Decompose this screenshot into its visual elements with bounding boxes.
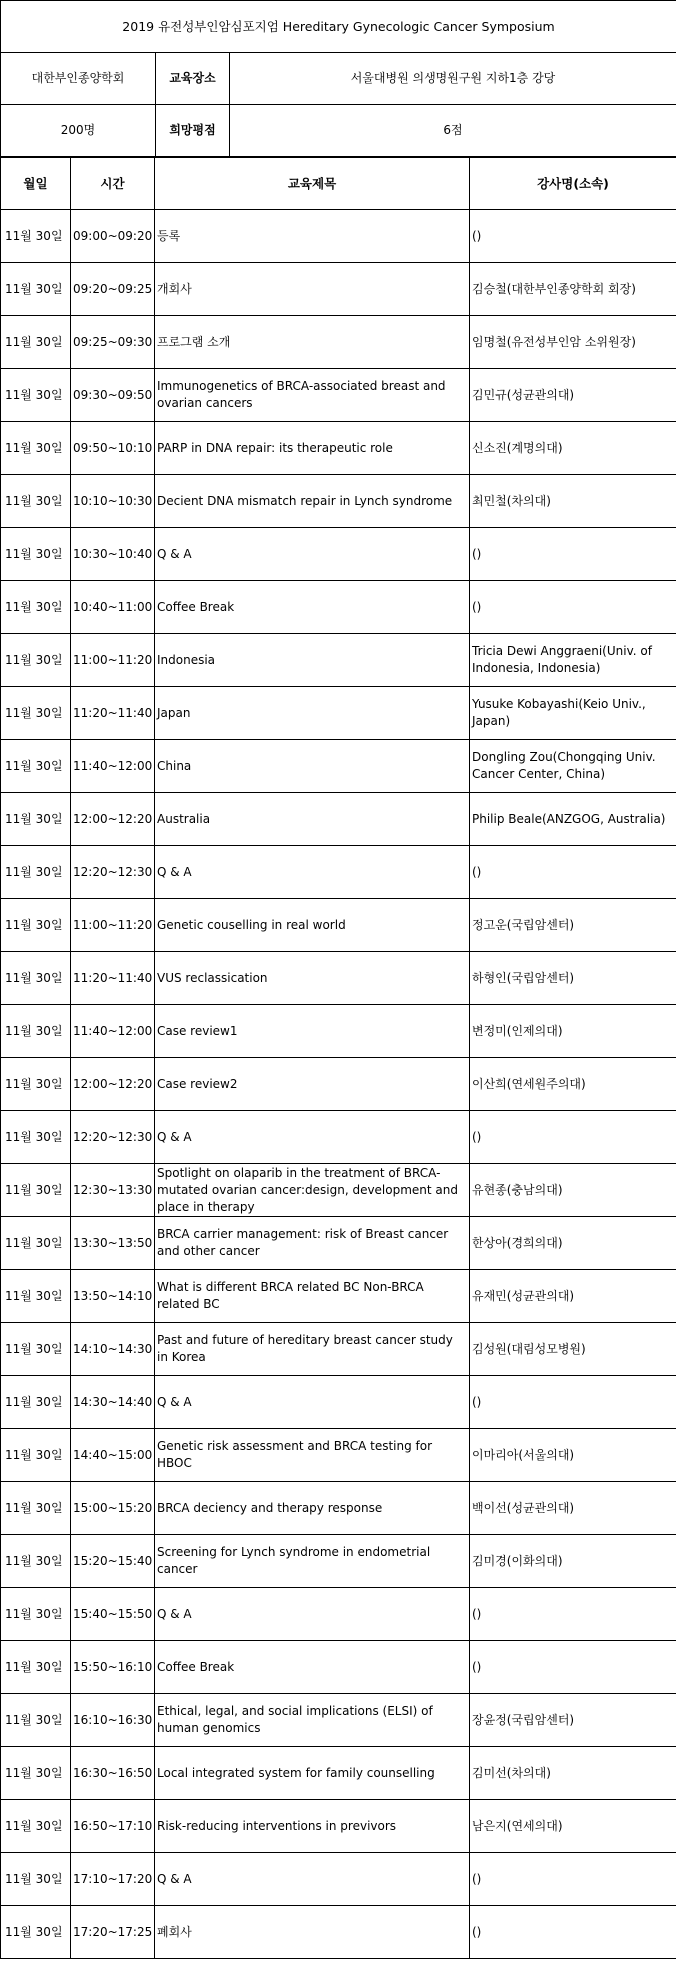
header-date: 월일 (1, 158, 71, 210)
session-subject: China (155, 740, 470, 793)
session-speaker: 하형인(국립암센터) (470, 952, 676, 1005)
organizer: 대한부인종양학회 (1, 53, 156, 105)
session-time: 09:50~10:10 (71, 422, 155, 475)
session-speaker: 이산희(연세원주의대) (470, 1058, 676, 1111)
session-time: 15:20~15:40 (71, 1535, 155, 1588)
session-speaker: () (470, 528, 676, 581)
session-subject: Q & A (155, 1853, 470, 1906)
session-time: 17:10~17:20 (71, 1853, 155, 1906)
table-row (1, 793, 676, 846)
session-date: 11월 30일 (1, 793, 71, 846)
session-speaker: 남은지(연세의대) (470, 1800, 676, 1853)
session-date: 11월 30일 (1, 1164, 71, 1217)
session-speaker: 김미경(이화의대) (470, 1535, 676, 1588)
session-subject: Q & A (155, 846, 470, 899)
session-subject: PARP in DNA repair: its therapeutic role (155, 422, 470, 475)
session-speaker: 유재민(성균관의대) (470, 1270, 676, 1323)
table-row (1, 1694, 676, 1747)
table-row (1, 1005, 676, 1058)
header-speaker: 강사명(소속) (470, 158, 676, 210)
table-row (1, 581, 676, 634)
session-subject: Q & A (155, 1111, 470, 1164)
session-speaker: 한상아(경희의대) (470, 1217, 676, 1270)
venue-label: 교육장소 (156, 53, 230, 105)
session-date: 11월 30일 (1, 263, 71, 316)
session-speaker: () (470, 1111, 676, 1164)
session-subject: 폐회사 (155, 1906, 470, 1959)
session-speaker: 이마리아(서울의대) (470, 1429, 676, 1482)
session-time: 11:20~11:40 (71, 952, 155, 1005)
table-row (1, 1270, 676, 1323)
table-row (1, 1323, 676, 1376)
table-row (1, 1482, 676, 1535)
session-date: 11월 30일 (1, 1641, 71, 1694)
session-subject: 등록 (155, 210, 470, 263)
session-speaker: 정고운(국립암센터) (470, 899, 676, 952)
session-speaker: 최민철(차의대) (470, 475, 676, 528)
table-row (1, 1376, 676, 1429)
table-row (1, 422, 676, 475)
session-speaker: 백이선(성균관의대) (470, 1482, 676, 1535)
session-date: 11월 30일 (1, 1217, 71, 1270)
session-subject: Spotlight on olaparib in the treatment of BRCA-mutated ovarian cancer:design, development and place in therapy (155, 1164, 470, 1217)
session-subject: Australia (155, 793, 470, 846)
session-speaker: () (470, 1376, 676, 1429)
session-subject: 개회사 (155, 263, 470, 316)
session-time: 12:30~13:30 (71, 1164, 155, 1217)
session-time: 12:20~12:30 (71, 1111, 155, 1164)
session-time: 09:00~09:20 (71, 210, 155, 263)
session-date: 11월 30일 (1, 687, 71, 740)
session-time: 10:40~11:00 (71, 581, 155, 634)
table-row (1, 1800, 676, 1853)
session-speaker: 변정미(인제의대) (470, 1005, 676, 1058)
session-speaker: Tricia Dewi Anggraeni(Univ. of Indonesia, Indonesia) (470, 634, 676, 687)
session-speaker: 김성원(대림성모병원) (470, 1323, 676, 1376)
session-speaker: 김승철(대한부인종양학회 회장) (470, 263, 676, 316)
session-date: 11월 30일 (1, 634, 71, 687)
session-date: 11월 30일 (1, 528, 71, 581)
session-time: 14:40~15:00 (71, 1429, 155, 1482)
session-time: 12:00~12:20 (71, 1058, 155, 1111)
table-row (1, 316, 676, 369)
capacity: 200명 (1, 105, 156, 157)
session-speaker: () (470, 1641, 676, 1694)
session-speaker: () (470, 581, 676, 634)
table-row (1, 1164, 676, 1217)
session-date: 11월 30일 (1, 846, 71, 899)
table-row (1, 1217, 676, 1270)
table-row (1, 846, 676, 899)
session-date: 11월 30일 (1, 369, 71, 422)
session-time: 11:20~11:40 (71, 687, 155, 740)
header-time: 시간 (71, 158, 155, 210)
session-time: 13:50~14:10 (71, 1270, 155, 1323)
session-subject: Immunogenetics of BRCA-associated breast and ovarian cancers (155, 369, 470, 422)
session-subject: Risk-reducing interventions in previvors (155, 1800, 470, 1853)
session-speaker: 김민규(성균관의대) (470, 369, 676, 422)
table-row (1, 1641, 676, 1694)
session-speaker: () (470, 846, 676, 899)
session-date: 11월 30일 (1, 1906, 71, 1959)
table-row (1, 634, 676, 687)
session-speaker: () (470, 1906, 676, 1959)
session-time: 16:10~16:30 (71, 1694, 155, 1747)
session-date: 11월 30일 (1, 1800, 71, 1853)
table-row (1, 740, 676, 793)
session-time: 15:40~15:50 (71, 1588, 155, 1641)
session-date: 11월 30일 (1, 1323, 71, 1376)
session-time: 15:00~15:20 (71, 1482, 155, 1535)
table-row (1, 369, 676, 422)
session-date: 11월 30일 (1, 1853, 71, 1906)
session-date: 11월 30일 (1, 210, 71, 263)
session-time: 17:20~17:25 (71, 1906, 155, 1959)
table-row (1, 899, 676, 952)
session-subject: Q & A (155, 1376, 470, 1429)
table-row (1, 210, 676, 263)
session-time: 13:30~13:50 (71, 1217, 155, 1270)
table-row (1, 528, 676, 581)
session-speaker: 김미선(차의대) (470, 1747, 676, 1800)
table-row (1, 952, 676, 1005)
session-subject: Decient DNA mismatch repair in Lynch syndrome (155, 475, 470, 528)
session-subject: Q & A (155, 1588, 470, 1641)
session-subject: Genetic couselling in real world (155, 899, 470, 952)
session-time: 09:20~09:25 (71, 263, 155, 316)
session-date: 11월 30일 (1, 1376, 71, 1429)
schedule-header-row (1, 158, 676, 210)
session-subject: Indonesia (155, 634, 470, 687)
table-row (1, 1588, 676, 1641)
table-row (1, 1906, 676, 1959)
session-date: 11월 30일 (1, 1482, 71, 1535)
session-subject: What is different BRCA related BC Non-BRCA related BC (155, 1270, 470, 1323)
session-time: 12:00~12:20 (71, 793, 155, 846)
session-date: 11월 30일 (1, 1588, 71, 1641)
session-speaker: 신소진(계명의대) (470, 422, 676, 475)
table-row (1, 687, 676, 740)
session-subject: VUS reclassication (155, 952, 470, 1005)
header-table (0, 0, 676, 157)
session-date: 11월 30일 (1, 899, 71, 952)
table-row (1, 1429, 676, 1482)
credit-value: 6점 (230, 105, 676, 157)
session-date: 11월 30일 (1, 316, 71, 369)
session-date: 11월 30일 (1, 1535, 71, 1588)
session-date: 11월 30일 (1, 1747, 71, 1800)
session-date: 11월 30일 (1, 422, 71, 475)
session-subject: Coffee Break (155, 581, 470, 634)
schedule-table (0, 157, 676, 1959)
session-subject: Case review1 (155, 1005, 470, 1058)
session-time: 09:30~09:50 (71, 369, 155, 422)
session-subject: BRCA deciency and therapy response (155, 1482, 470, 1535)
table-row (1, 1853, 676, 1906)
session-time: 14:10~14:30 (71, 1323, 155, 1376)
table-row (1, 1111, 676, 1164)
session-time: 16:50~17:10 (71, 1800, 155, 1853)
session-time: 12:20~12:30 (71, 846, 155, 899)
session-speaker: 장윤정(국립암센터) (470, 1694, 676, 1747)
table-row (1, 475, 676, 528)
session-date: 11월 30일 (1, 1429, 71, 1482)
session-date: 11월 30일 (1, 1270, 71, 1323)
header-subject: 교육제목 (155, 158, 470, 210)
session-date: 11월 30일 (1, 475, 71, 528)
table-row (1, 1058, 676, 1111)
session-subject: Ethical, legal, and social implications (ELSI) of human genomics (155, 1694, 470, 1747)
session-speaker: () (470, 1853, 676, 1906)
session-speaker: 유현종(충남의대) (470, 1164, 676, 1217)
session-speaker: Yusuke Kobayashi(Keio Univ., Japan) (470, 687, 676, 740)
session-time: 10:30~10:40 (71, 528, 155, 581)
session-subject: Past and future of hereditary breast cancer study in Korea (155, 1323, 470, 1376)
session-subject: Case review2 (155, 1058, 470, 1111)
session-date: 11월 30일 (1, 581, 71, 634)
session-time: 11:40~12:00 (71, 1005, 155, 1058)
session-time: 15:50~16:10 (71, 1641, 155, 1694)
document-title: 2019 유전성부인암심포지엄 Hereditary Gynecologic Cancer Symposium (1, 1, 676, 53)
session-subject: BRCA carrier management: risk of Breast cancer and other cancer (155, 1217, 470, 1270)
session-date: 11월 30일 (1, 1005, 71, 1058)
session-subject: Coffee Break (155, 1641, 470, 1694)
session-speaker: () (470, 1588, 676, 1641)
session-subject: Q & A (155, 528, 470, 581)
session-time: 11:00~11:20 (71, 899, 155, 952)
session-date: 11월 30일 (1, 1694, 71, 1747)
session-time: 14:30~14:40 (71, 1376, 155, 1429)
session-speaker: Philip Beale(ANZGOG, Australia) (470, 793, 676, 846)
session-speaker: 임명철(유전성부인암 소위원장) (470, 316, 676, 369)
session-subject: Screening for Lynch syndrome in endometrial cancer (155, 1535, 470, 1588)
credit-label: 희망평점 (156, 105, 230, 157)
session-speaker: () (470, 210, 676, 263)
session-time: 11:40~12:00 (71, 740, 155, 793)
session-subject: Local integrated system for family counselling (155, 1747, 470, 1800)
session-date: 11월 30일 (1, 952, 71, 1005)
session-subject: 프로그램 소개 (155, 316, 470, 369)
table-row (1, 1535, 676, 1588)
session-subject: Genetic risk assessment and BRCA testing for HBOC (155, 1429, 470, 1482)
session-date: 11월 30일 (1, 740, 71, 793)
session-speaker: Dongling Zou(Chongqing Univ. Cancer Center, China) (470, 740, 676, 793)
session-date: 11월 30일 (1, 1058, 71, 1111)
session-time: 09:25~09:30 (71, 316, 155, 369)
session-time: 16:30~16:50 (71, 1747, 155, 1800)
venue-value: 서울대병원 의생명원구원 지하1층 강당 (230, 53, 676, 105)
session-time: 11:00~11:20 (71, 634, 155, 687)
session-time: 10:10~10:30 (71, 475, 155, 528)
session-subject: Japan (155, 687, 470, 740)
table-row (1, 1747, 676, 1800)
table-row (1, 263, 676, 316)
session-date: 11월 30일 (1, 1111, 71, 1164)
